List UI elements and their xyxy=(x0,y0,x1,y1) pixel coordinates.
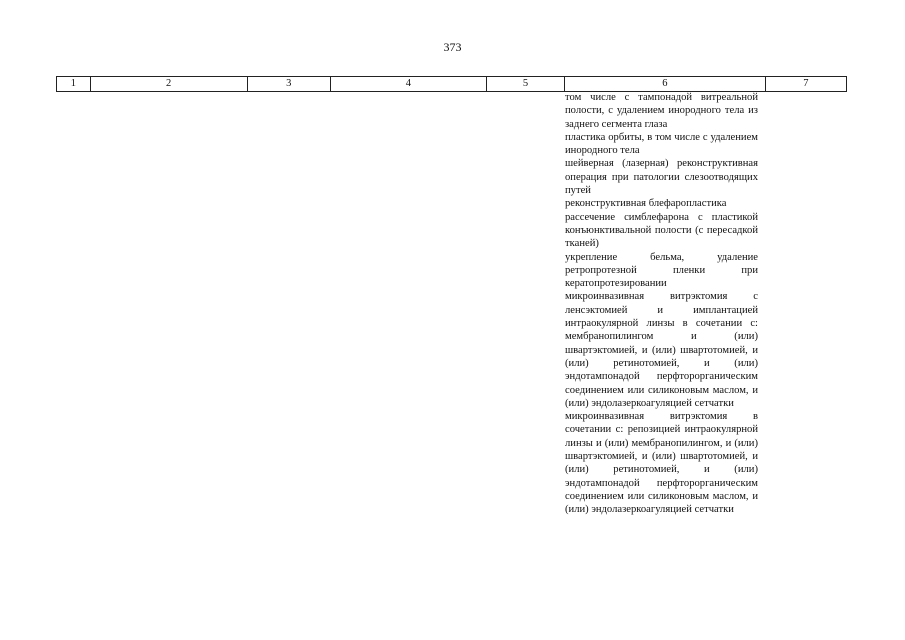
list-item: микроинвазивная витрэктомия с ленсэктомией и имплантацией интраокулярной линзы в сочетании с: мембранопилингом и (или) швартэктомией, и (или) швартотомией, и (или) ретинотомией, и (или) эндотампонадой перфторорганическим соединением или силиконовым маслом, и (или) эндолазеркоагуляцией сетчатки xyxy=(565,291,758,409)
column-header-3: 3 xyxy=(247,77,330,91)
column-header-5: 5 xyxy=(486,77,564,91)
list-item: микроинвазивная витрэктомия в сочетании с: репозицией интраокулярной линзы и (или) мембранопилингом, и (или) швартэктомией, и (или) швартотомией, и (или) ретинотомией, и (или) эндотампонадой перфторорганическим соединением или силиконовым маслом, и (или) эндолазеркоагуляцией сетчатки xyxy=(565,411,758,516)
table-header-row xyxy=(56,76,847,92)
column-header-7: 7 xyxy=(765,77,847,91)
list-item: пластика орбиты, в том числе с удалением инородного тела xyxy=(565,131,758,157)
column-header-1: 1 xyxy=(56,77,90,91)
list-item: том числе с тампонадой витреальной полости, с удалением инородного тела из заднего сегмента глаза xyxy=(565,92,758,130)
column-6-text xyxy=(565,91,758,517)
column-header-4: 4 xyxy=(330,77,486,91)
list-item: шейверная (лазерная) реконструктивная операция при патологии слезоотводящих путей xyxy=(565,158,758,197)
column-header-2: 2 xyxy=(90,77,247,91)
list-item: рассечение симблефарона с пластикой конъюнктивальной полости (с пересадкой тканей) xyxy=(565,211,758,250)
column-header-6: 6 xyxy=(564,77,764,91)
page-number: 373 xyxy=(443,40,462,54)
list-item: укрепление бельма, удаление ретропротезной пленки при кератопротезировании xyxy=(565,251,758,290)
list-item: реконструктивная блефаропластика xyxy=(565,198,727,210)
